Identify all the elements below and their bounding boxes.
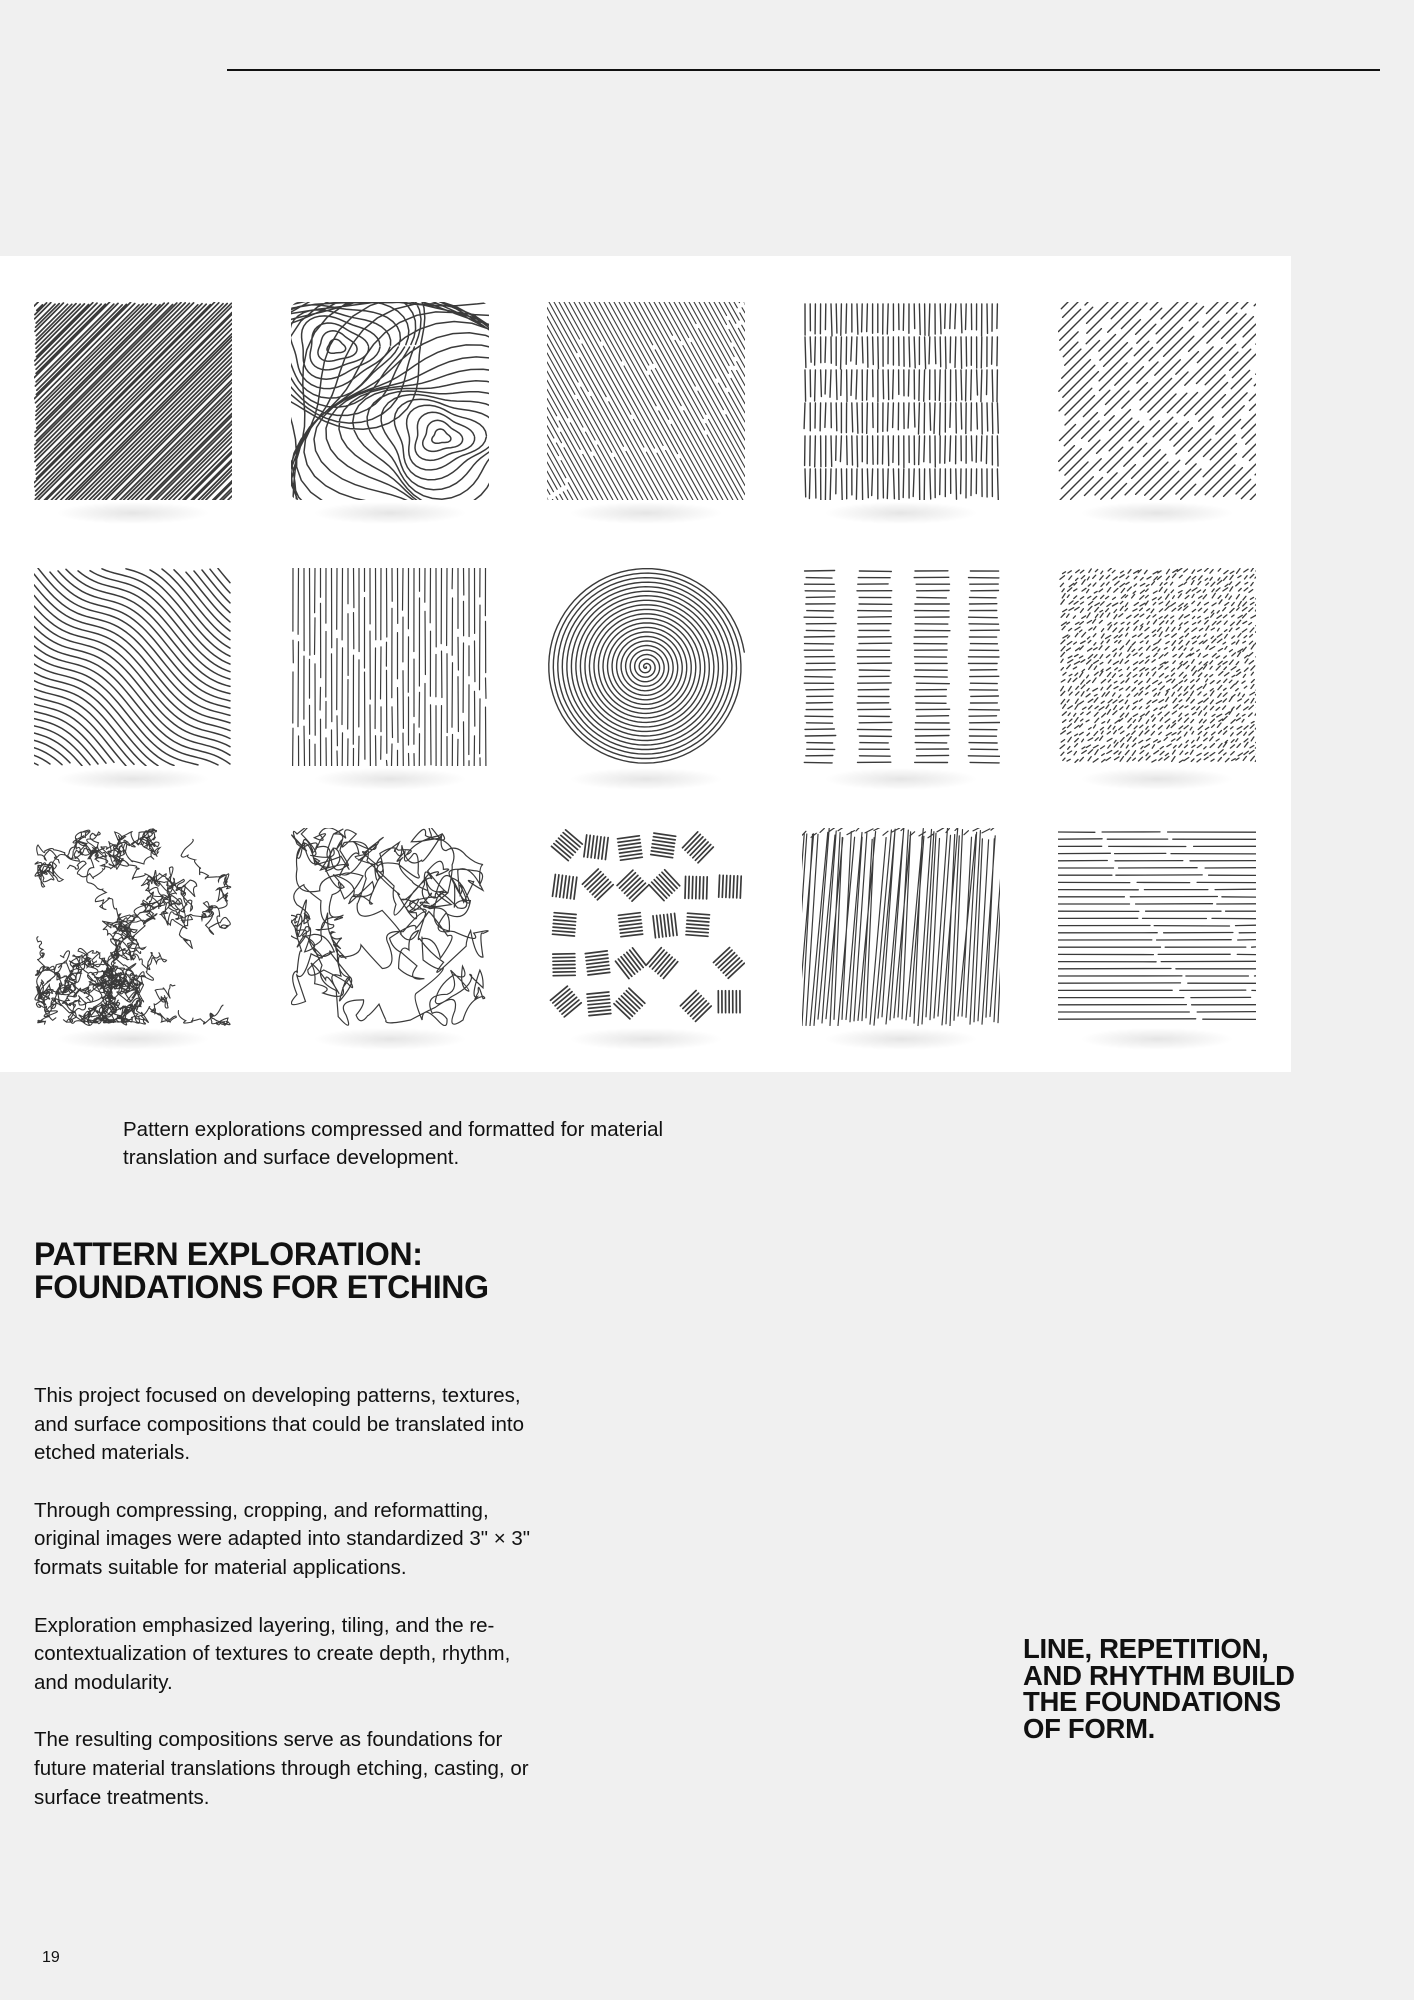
page-title (34, 1238, 734, 1304)
body-paragraph: The resulting compositions serve as foundations for future material translations through etching, casting, or surface treatments. (34, 1728, 529, 1809)
pattern-tile-horizontal-broken (1058, 828, 1256, 1026)
body-text (34, 1382, 534, 1841)
pattern-graphic (291, 828, 489, 1026)
pattern-graphic (1058, 828, 1256, 1026)
pattern-graphic (34, 302, 232, 500)
tile-shadow (571, 768, 721, 790)
pattern-tile-vertical-dashes (802, 302, 1000, 500)
tile-shadow (1082, 502, 1232, 524)
tile-shadow (58, 768, 208, 790)
page-number: 19 (42, 1949, 60, 1966)
tile-shadow (826, 1028, 976, 1050)
pattern-tile-vertical-scribble (802, 828, 1000, 1026)
pattern-graphic (1058, 568, 1256, 766)
pull-quote: LINE, REPETITION, AND RHYTHM BUILD THE FOUNDATIONS OF FORM. (1023, 1633, 1295, 1744)
title-line-2: FOUNDATIONS FOR ETCHING (34, 1269, 489, 1305)
figure-caption: Pattern explorations compressed and formatted for material translation and surface development. (123, 1118, 664, 1169)
pattern-tile-dash-columns (802, 568, 1000, 766)
pattern-tile-hatch-blocks (547, 828, 745, 1026)
pattern-tile-dense-scribble (34, 828, 232, 1026)
tile-shadow (1082, 1028, 1232, 1050)
tile-shadow (58, 1028, 208, 1050)
body-paragraph: Through compressing, cropping, and reformatting, original images were adapted into standardized 3" × 3" formats suitable for material applications. (34, 1498, 531, 1579)
pattern-graphic (547, 828, 745, 1026)
tile-shadow (571, 502, 721, 524)
pattern-grid-panel (0, 256, 1291, 1072)
pattern-tile-vertical-broken (291, 568, 489, 766)
pattern-graphic (1058, 302, 1256, 500)
pattern-tile-topographic (291, 302, 489, 500)
pattern-graphic (34, 568, 232, 766)
pattern-graphic (547, 568, 745, 766)
tile-shadow (826, 502, 976, 524)
tile-shadow (315, 502, 465, 524)
pattern-tile-sparse-diagonal (1058, 302, 1256, 500)
tile-shadow (315, 768, 465, 790)
pattern-tile-spiral (547, 568, 745, 766)
pattern-tile-stipple (1058, 568, 1256, 766)
pattern-tile-wavy-lines (34, 568, 232, 766)
pattern-graphic (802, 828, 1000, 1026)
tile-shadow (315, 1028, 465, 1050)
title-line-1: PATTERN EXPLORATION: (34, 1236, 423, 1272)
pattern-graphic (291, 302, 489, 500)
pattern-graphic (802, 568, 1000, 766)
header-rule (227, 69, 1380, 71)
tile-shadow (826, 768, 976, 790)
tile-shadow (58, 502, 208, 524)
pattern-tile-loose-scribble (291, 828, 489, 1026)
pattern-tile-fine-diagonal (547, 302, 745, 500)
pattern-graphic (547, 302, 745, 500)
pattern-graphic (291, 568, 489, 766)
tile-shadow (1082, 768, 1232, 790)
pattern-tile-dense-diagonal (34, 302, 232, 500)
body-paragraph: Exploration emphasized layering, tiling, and the re-contextualization of textures to create depth, rhythm, and modularity. (34, 1613, 511, 1694)
pattern-graphic (802, 302, 1000, 500)
pattern-graphic (34, 828, 232, 1026)
tile-shadow (571, 1028, 721, 1050)
body-paragraph: This project focused on developing patterns, textures, and surface compositions that could be translated into etched materials. (34, 1384, 525, 1465)
